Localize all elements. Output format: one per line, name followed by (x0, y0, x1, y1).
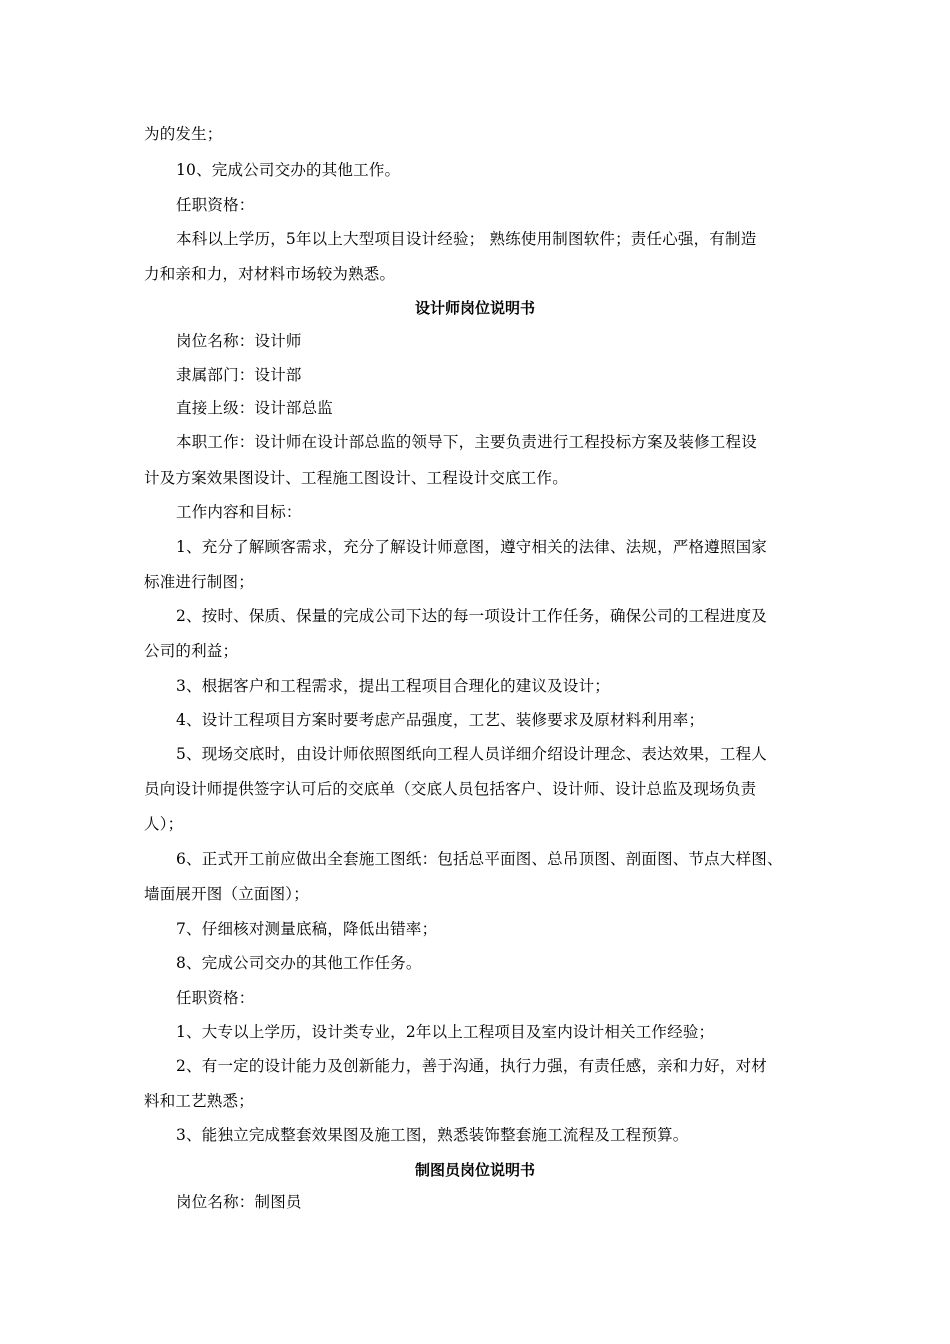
paragraph-line: 员向设计师提供签字认可后的交底单（交底人员包括客户、设计师、设计总监及现场负责 (144, 780, 757, 798)
paragraph-line: 标准进行制图； (144, 573, 254, 591)
paragraph-line: 计及方案效果图设计、工程施工图设计、工程设计交底工作。 (144, 469, 568, 487)
paragraph-line: 2、有一定的设计能力及创新能力，善于沟通，执行力强，有责任感，亲和力好，对材 (176, 1057, 767, 1075)
paragraph-line: 墙面展开图（立面图）； (144, 885, 309, 903)
paragraph-line: 岗位名称：制图员 (176, 1193, 302, 1211)
paragraph-line: 1、大专以上学历，设计类专业，2年以上工程项目及室内设计相关工作经验； (176, 1023, 715, 1041)
paragraph-line: 任职资格： (176, 196, 255, 214)
paragraph-line: 公司的利益； (144, 642, 239, 660)
paragraph-line: 2、按时、保质、保量的完成公司下达的每一项设计工作任务，确保公司的工程进度及 (176, 607, 767, 625)
section-title-drafter: 制图员岗位说明书 (414, 1161, 535, 1179)
paragraph-line: 4、设计工程项目方案时要考虑产品强度，工艺、装修要求及原材料利用率； (176, 711, 705, 729)
paragraph-line: 5、现场交底时，由设计师依照图纸向工程人员详细介绍设计理念、表达效果，工程人 (176, 745, 767, 763)
paragraph-line: 3、能独立完成整套效果图及施工图，熟悉装饰整套施工流程及工程预算。 (176, 1126, 689, 1144)
paragraph-line: 岗位名称：设计师 (176, 332, 302, 350)
paragraph-line: 8、完成公司交办的其他工作任务。 (176, 954, 422, 972)
paragraph-line: 7、仔细核对测量底稿，降低出错率； (176, 920, 438, 938)
paragraph-line: 3、根据客户和工程需求，提出工程项目合理化的建议及设计； (176, 677, 610, 695)
paragraph-line: 为的发生； (144, 125, 223, 143)
paragraph-line: 6、正式开工前应做出全套施工图纸：包括总平面图、总吊顶图、剖面图、节点大样图、 (176, 850, 783, 868)
paragraph-line: 任职资格： (176, 989, 255, 1007)
paragraph-line: 1、充分了解顾客需求，充分了解设计师意图，遵守相关的法律、法规，严格遵照国家 (176, 538, 767, 556)
paragraph-line: 人）； (144, 815, 184, 833)
paragraph-line: 10、完成公司交办的其他工作。 (176, 161, 401, 179)
paragraph-line: 直接上级：设计部总监 (176, 399, 334, 417)
section-title-designer: 设计师岗位说明书 (414, 299, 535, 317)
paragraph-line: 料和工艺熟悉； (144, 1092, 254, 1110)
paragraph-line: 力和亲和力，对材料市场较为熟悉。 (144, 265, 396, 283)
paragraph-line: 本科以上学历，5年以上大型项目设计经验； 熟练使用制图软件；责任心强，有制造 (176, 230, 757, 248)
paragraph-line: 本职工作：设计师在设计部总监的领导下，主要负责进行工程投标方案及装修工程设 (176, 433, 757, 451)
paragraph-line: 工作内容和目标： (176, 503, 302, 521)
paragraph-line: 隶属部门：设计部 (176, 366, 302, 384)
